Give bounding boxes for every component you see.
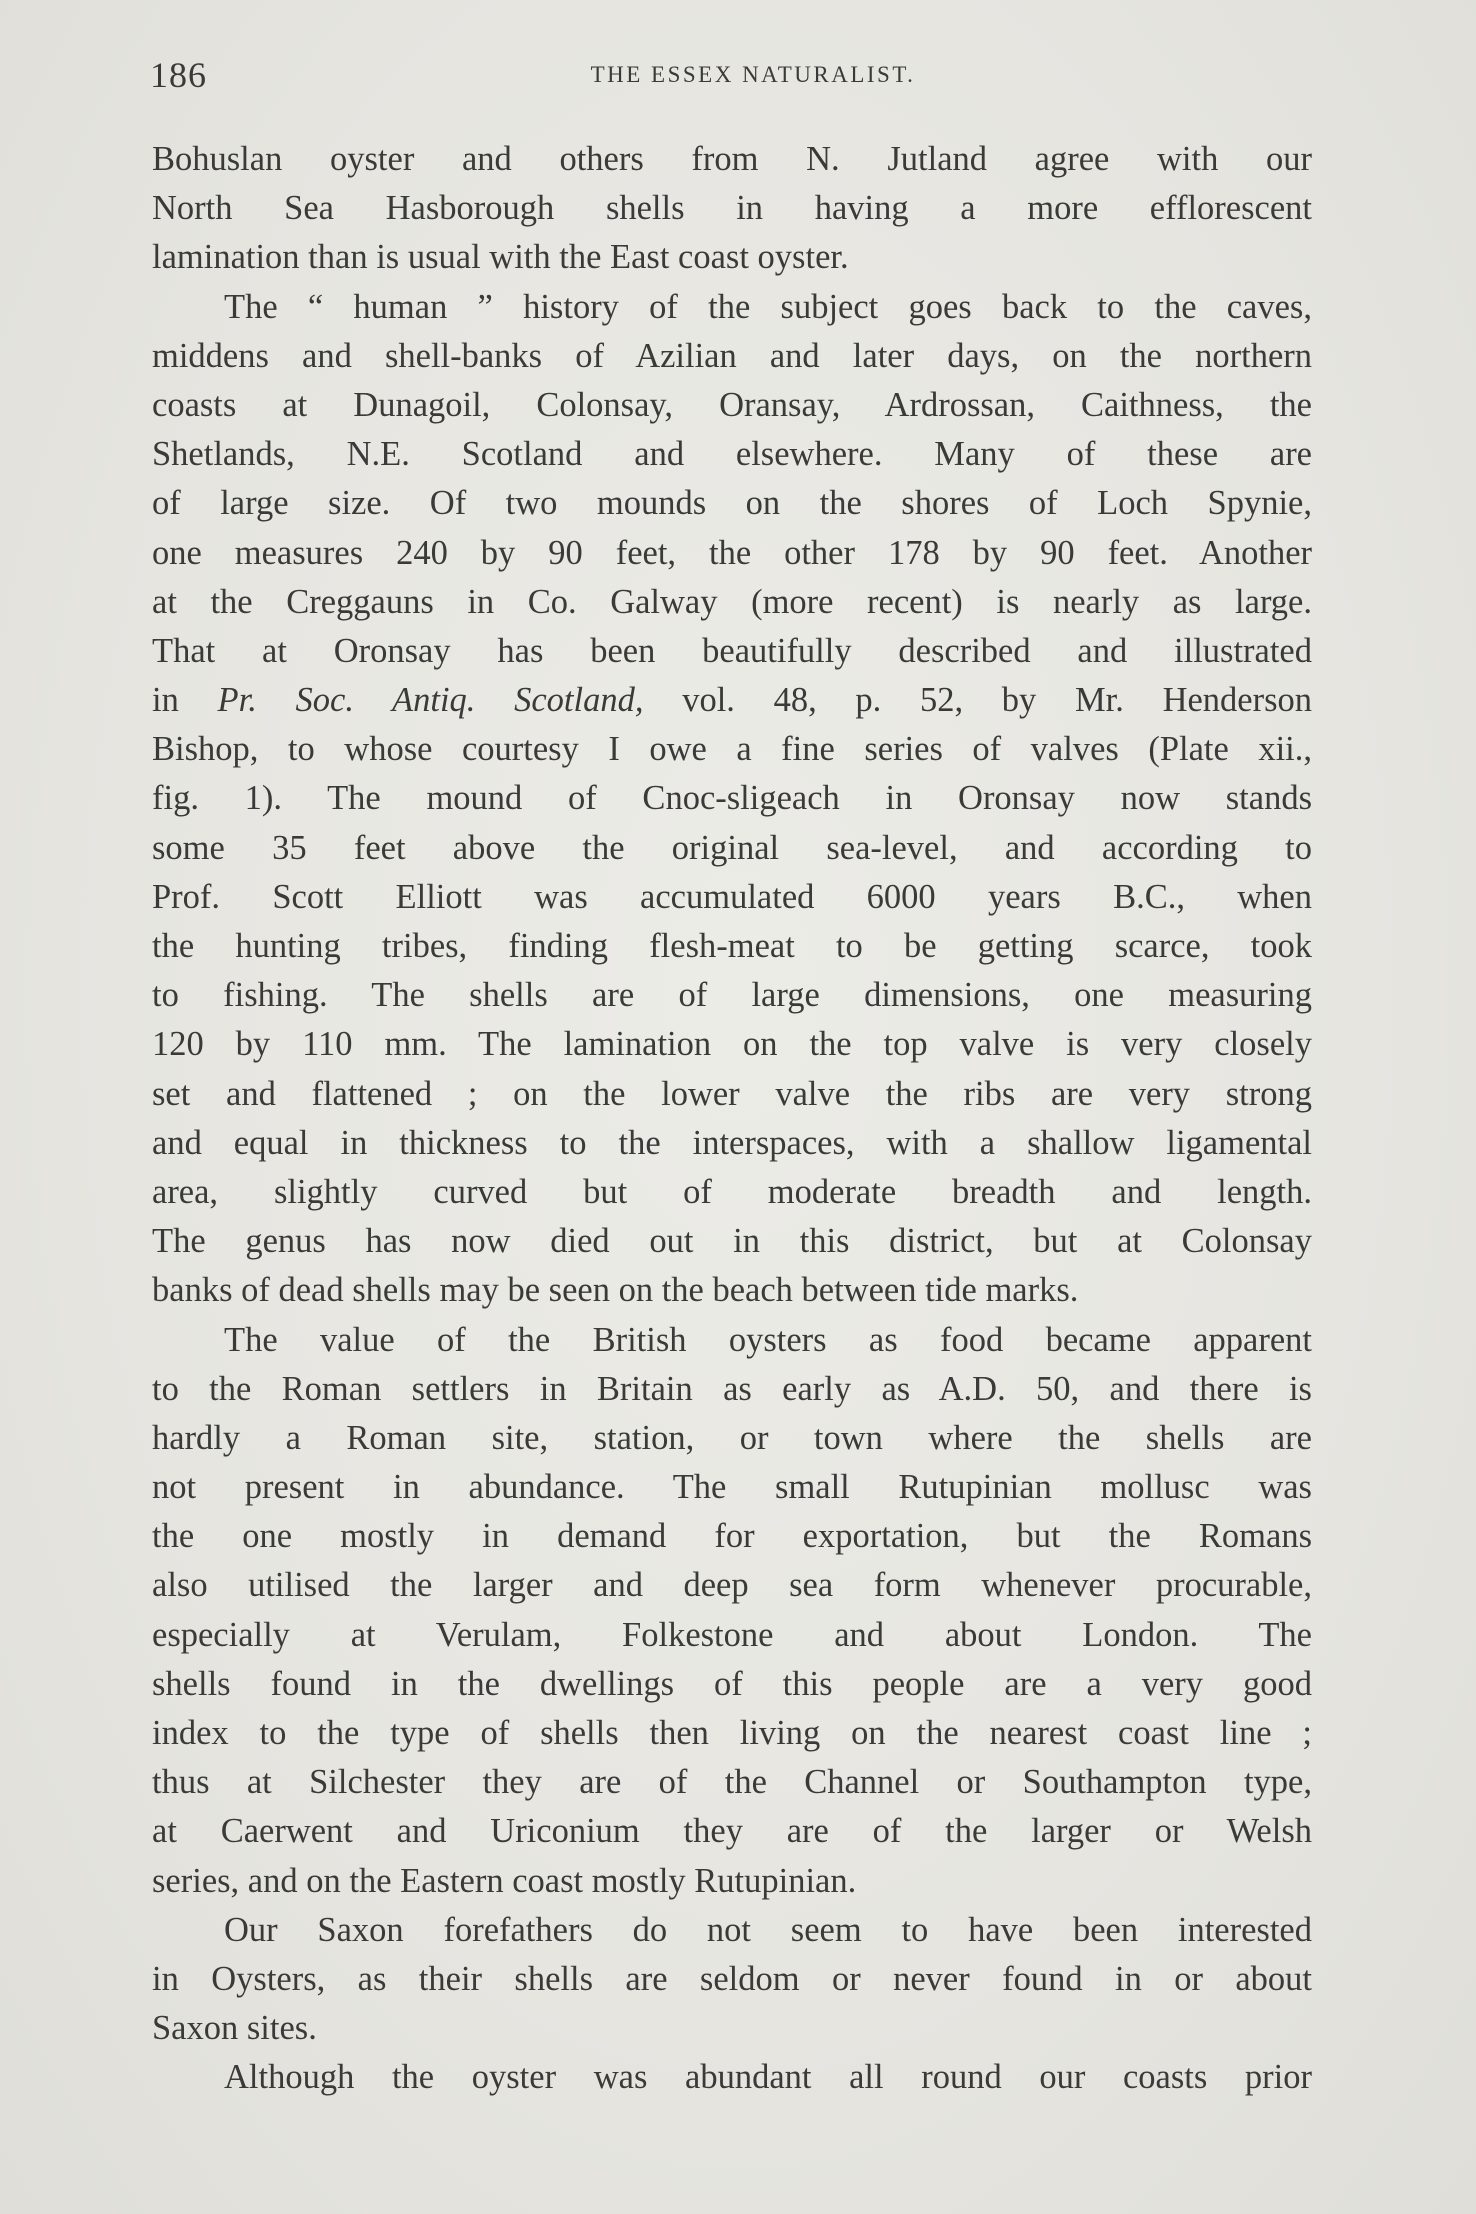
- text-line: to the Roman settlers in Britain as early as A.D. 50, and there is: [152, 1369, 1312, 1408]
- text-line: at Caerwent and Uriconium they are of the larger or Welsh: [152, 1812, 1312, 1851]
- text-line: index to the type of shells then living on the nearest coast line ;: [152, 1714, 1312, 1752]
- text-line: Bohuslan oyster and others from N. Jutland agree with our: [152, 140, 1312, 178]
- text-line: The genus has now died out in this district, but at Colonsay: [152, 1222, 1312, 1261]
- text-line: North Sea Hasborough shells in having a more efflorescent: [152, 189, 1312, 228]
- text-line: and equal in thickness to the interspaces, with a shallow ligamental: [152, 1123, 1312, 1162]
- text-line: The value of the British oysters as food became apparent: [224, 1320, 1312, 1359]
- text-line: middens and shell-banks of Azilian and later days, on the northern: [152, 336, 1312, 375]
- text-line: in Oysters, as their shells are seldom or never found in or about: [152, 1959, 1312, 1998]
- text-line: That at Oronsay has been beautifully described and illustrated: [152, 631, 1312, 670]
- text-line: series, and on the Eastern coast mostly Rutupinian.: [152, 1861, 857, 1900]
- text-line: hardly a Roman site, station, or town where the shells are: [152, 1418, 1312, 1457]
- text-line: the one mostly in demand for exportation, but the Romans: [152, 1517, 1312, 1556]
- text-line: area, slightly curved but of moderate breadth and length.: [152, 1172, 1312, 1211]
- text-line: fig. 1). The mound of Cnoc-sligeach in Oronsay now stands: [152, 779, 1312, 818]
- text-fragment: vol. 48, p. 52, by Mr. Henderson: [682, 681, 1313, 720]
- text-line: to fishing. The shells are of large dimensions, one measuring: [152, 976, 1312, 1015]
- text-line: the hunting tribes, finding flesh-meat to be getting scarce, took: [152, 927, 1312, 965]
- text-line: Prof. Scott Elliott was accumulated 6000 years B.C., when: [152, 877, 1312, 916]
- text-line: thus at Silchester they are of the Channel or Southampton type,: [152, 1763, 1312, 1802]
- running-title: THE ESSEX NATURALIST.: [590, 62, 916, 87]
- text-line: also utilised the larger and deep sea form whenever procurable,: [152, 1566, 1312, 1605]
- text-line: Shetlands, N.E. Scotland and elsewhere. Many of these are: [152, 435, 1312, 474]
- page-header: [150, 54, 1316, 104]
- text-line: Although the oyster was abundant all round our coasts prior: [224, 2058, 1312, 2097]
- text-fragment: in: [152, 681, 179, 720]
- text-line: The “ human ” history of the subject goes back to the caves,: [224, 287, 1312, 326]
- text-line: Bishop, to whose courtesy I owe a fine series of valves (Plate xii.,: [152, 730, 1312, 769]
- text-line: at the Creggauns in Co. Galway (more recent) is nearly as large.: [152, 582, 1312, 621]
- text-line: Saxon sites.: [152, 2009, 317, 2048]
- text-line: some 35 feet above the original sea-level, and according to: [152, 828, 1312, 867]
- text-line: set and flattened ; on the lower valve the ribs are very strong: [152, 1074, 1312, 1113]
- text-line: not present in abundance. The small Rutupinian mollusc was: [152, 1468, 1312, 1507]
- text-line: Our Saxon forefathers do not seem to have been interested: [224, 1910, 1312, 1949]
- text-line: especially at Verulam, Folkestone and about London. The: [152, 1615, 1312, 1654]
- text-line: one measures 240 by 90 feet, the other 178 by 90 feet. Another: [152, 533, 1312, 572]
- text-line: 120 by 110 mm. The lamination on the top valve is very closely: [152, 1025, 1312, 1064]
- text-line: lamination than is usual with the East coast oyster.: [152, 238, 849, 277]
- text-line: shells found in the dwellings of this people are a very good: [152, 1664, 1312, 1703]
- text-line: banks of dead shells may be seen on the beach between tide marks.: [152, 1271, 1079, 1310]
- body-text: [152, 135, 1312, 2103]
- journal-title: Pr. Soc. Antiq. Scotland,: [217, 681, 644, 720]
- text-line-citation: [152, 676, 1312, 725]
- text-line: coasts at Dunagoil, Colonsay, Oransay, Ardrossan, Caithness, the: [152, 385, 1312, 424]
- text-line: of large size. Of two mounds on the shores of Loch Spynie,: [152, 484, 1312, 523]
- page-number: 186: [150, 55, 207, 95]
